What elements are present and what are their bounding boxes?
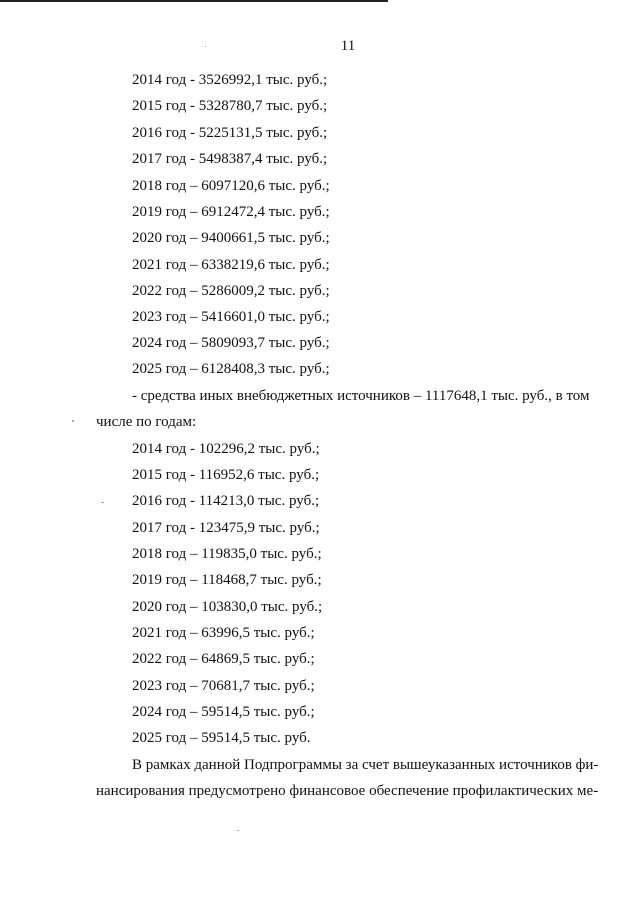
- other-line-2023: 2023 год – 70681,7 тыс. руб.;: [132, 678, 315, 694]
- scan-speck: [101, 502, 104, 503]
- budget-line-2023: 2023 год – 5416601,0 тыс. руб.;: [132, 309, 330, 325]
- other-line-2019: 2019 год – 118468,7 тыс. руб.;: [132, 572, 322, 588]
- budget-line-2020: 2020 год – 9400661,5 тыс. руб.;: [132, 230, 330, 246]
- scan-speck: [237, 830, 239, 831]
- budget-line-2022: 2022 год – 5286009,2 тыс. руб.;: [132, 283, 330, 299]
- other-line-2016: 2016 год - 114213,0 тыс. руб.;: [132, 493, 320, 509]
- budget-line-2018: 2018 год – 6097120,6 тыс. руб.;: [132, 178, 330, 194]
- budget-line-2015: 2015 год - 5328780,7 тыс. руб.;: [132, 98, 328, 114]
- other-line-2022: 2022 год – 64869,5 тыс. руб.;: [132, 651, 315, 667]
- other-sources-line-1: - средства иных внебюджетных источников – 1117648,1 тыс. руб., в том: [132, 388, 590, 404]
- budget-line-2017: 2017 год - 5498387,4 тыс. руб.;: [132, 151, 328, 167]
- scan-speck: [72, 420, 74, 422]
- other-sources-line-2: числе по годам:: [96, 414, 197, 430]
- budget-line-2025: 2025 год – 6128408,3 тыс. руб.;: [132, 361, 330, 377]
- other-line-2025: 2025 год – 59514,5 тыс. руб.: [132, 730, 311, 746]
- other-line-2017: 2017 год - 123475,9 тыс. руб.;: [132, 520, 320, 536]
- other-line-2015: 2015 год - 116952,6 тыс. руб.;: [132, 467, 320, 483]
- closing-line-1: В рамках данной Подпрограммы за счет вышеуказанных источников фи-: [132, 757, 599, 773]
- page-number: 11: [340, 38, 356, 54]
- budget-line-2024: 2024 год – 5809093,7 тыс. руб.;: [132, 335, 330, 351]
- budget-line-2021: 2021 год – 6338219,6 тыс. руб.;: [132, 257, 330, 273]
- other-line-2014: 2014 год - 102296,2 тыс. руб.;: [132, 441, 320, 457]
- other-line-2020: 2020 год – 103830,0 тыс. руб.;: [132, 599, 323, 615]
- budget-line-2019: 2019 год – 6912472,4 тыс. руб.;: [132, 204, 330, 220]
- other-line-2024: 2024 год – 59514,5 тыс. руб.;: [132, 704, 315, 720]
- budget-line-2014: 2014 год - 3526992,1 тыс. руб.;: [132, 72, 328, 88]
- scan-speck: [205, 46, 206, 47]
- other-line-2018: 2018 год – 119835,0 тыс. руб.;: [132, 546, 322, 562]
- other-line-2021: 2021 год – 63996,5 тыс. руб.;: [132, 625, 315, 641]
- top-rule: [0, 0, 388, 2]
- budget-line-2016: 2016 год - 5225131,5 тыс. руб.;: [132, 125, 328, 141]
- closing-line-2: нансирования предусмотрено финансовое обеспечение профилактических ме-: [96, 783, 599, 799]
